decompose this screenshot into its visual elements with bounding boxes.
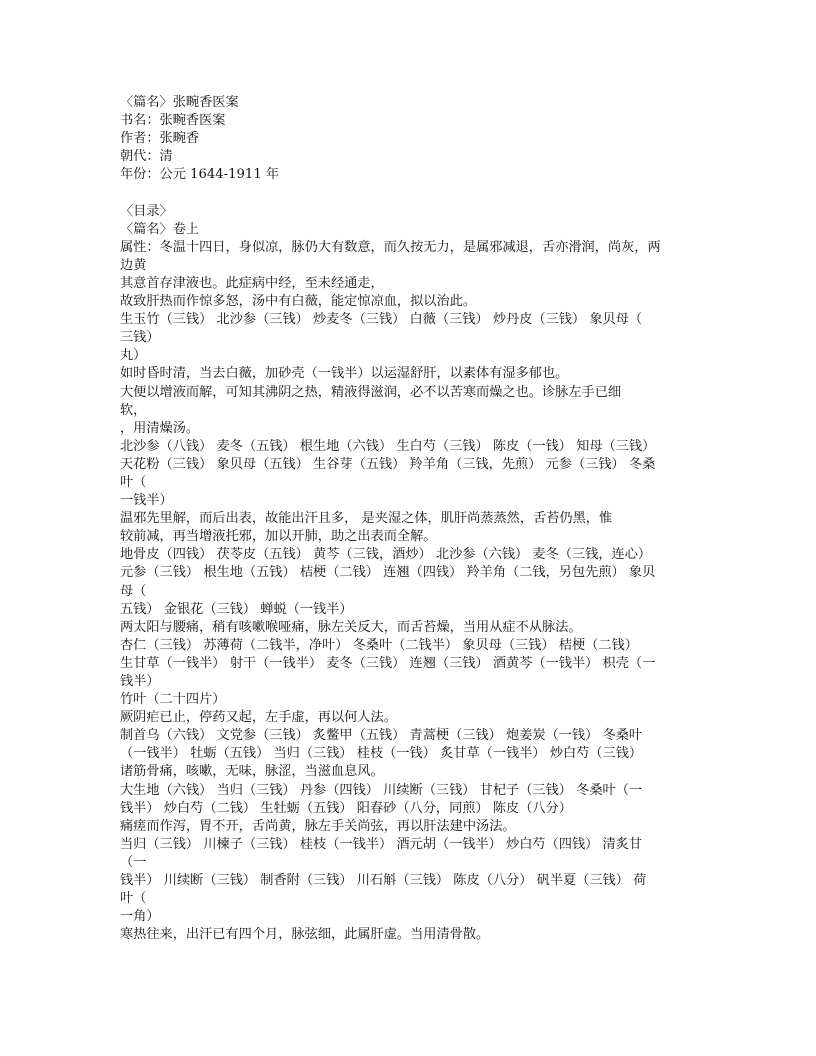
text-line: 软， — [120, 402, 147, 418]
text-line: 诸筋骨痛，咳嗽，无味，脉涩，当滋血息风。 — [120, 764, 384, 780]
year-line: 年份：公元 1644-1911 年 — [120, 167, 280, 183]
text-line: 天花粉（三钱） 象贝母（五钱） 生谷芽（五钱） 羚羊角（三钱，先煎） 元参（三钱） 冬桑 — [120, 456, 656, 472]
text-line: 元参（三钱） 根生地（五钱） 桔梗（二钱） 连翘（四钱） 羚羊角（二钱，另包先煎） 象贝 — [120, 565, 656, 581]
author-line: 作者：张畹香 — [120, 131, 200, 147]
text-line: 丸） — [120, 348, 147, 364]
text-line: 温邪先里解，而后出表，故能出汗且多， 是夹湿之体，肌肝尚蒸蒸然，舌苔仍黑，惟 — [120, 511, 613, 527]
text-line: 三钱） — [120, 330, 160, 346]
text-line: 叶（ — [120, 474, 147, 490]
text-line: 大便以增液而解，可知其沸阴之热，精液得滋润，必不以苦寒而燥之也。诊脉左手已细 — [120, 384, 622, 400]
text-line: 叶（ — [120, 891, 147, 907]
text-line: 痛瘥而作泻，胃不开，舌尚黄，脉左手关尚弦，再以肝法建中汤法。 — [120, 818, 516, 834]
text-line: 寒热往来，出汗已有四个月，脉弦细，此属肝虚。当用清骨散。 — [120, 927, 490, 943]
text-line: 当归（三钱） 川楝子（三钱） 桂枝（一钱半） 酒元胡（一钱半） 炒白芍（四钱） 清炙甘 — [120, 836, 643, 852]
text-line: 钱半） 川续断（三钱） 制香附（三钱） 川石斛（三钱） 陈皮（八分） 矾半夏（三钱） 荷 — [120, 873, 647, 889]
text-line: 两太阳与腰痛，稍有咳嗽喉哑痛，脉左关反大，而舌苔燥，当用从症不从脉法。 — [120, 619, 582, 635]
title-line: 〈篇名〉张畹香医案 — [120, 95, 239, 110]
text-line: 故致肝热而作惊多怒，汤中有白薇，能定惊凉血，拟以治此。 — [120, 294, 477, 310]
text-line: （一 — [120, 854, 147, 870]
text-line: 一钱半） — [120, 493, 173, 509]
text-line: 生甘草（一钱半） 射干（一钱半） 麦冬（三钱） 连翘（三钱） 酒黄芩（一钱半） 枳壳（一 — [120, 655, 656, 671]
text-line: 杏仁（三钱） 苏薄荷（二钱半，净叶） 冬桑叶（二钱半） 象贝母（三钱） 桔梗（二钱） — [120, 637, 638, 653]
text-line: 母（ — [120, 583, 147, 599]
text-line: 钱半） — [120, 674, 160, 689]
text-line: 如时昏时清，当去白薇，加砂壳（一钱半）以运湿舒肝，以素体有湿多郁也。 — [120, 366, 569, 382]
text-line: 制首乌（六钱） 文党参（三钱） 炙鳖甲（五钱） 青蒿梗（三钱） 炮姜炭（一钱） 冬桑叶 — [120, 728, 643, 744]
spacer — [120, 184, 704, 202]
text-line: 大生地（六钱） 当归（三钱） 丹参（四钱） 川续断（三钱） 甘杞子（三钱） 冬桑叶（一 — [120, 782, 643, 798]
book-name-line: 书名：张畹香医案 — [120, 113, 226, 129]
text-line: （一钱半） 牡蛎（五钱） 当归（三钱） 桂枝（一钱） 炙甘草（一钱半） 炒白芍（三钱） — [120, 746, 643, 762]
text-line: 钱半） 炒白芍（二钱） 生牡蛎（五钱） 阳春砂（八分，同煎） 陈皮（八分） — [120, 800, 572, 816]
text-line: 北沙参（八钱） 麦冬（五钱） 根生地（六钱） 生白芍（三钱） 陈皮（一钱） 知母（三钱） — [120, 438, 656, 454]
text-line: 边黄 — [120, 257, 147, 273]
text-line: 〈篇名〉卷上 — [120, 221, 200, 237]
text-line: 〈目录〉 — [120, 203, 173, 219]
dynasty-line: 朝代：清 — [120, 149, 173, 165]
text-line: 一角） — [120, 909, 160, 925]
text-line: 生玉竹（三钱） 北沙参（三钱） 炒麦冬（三钱） 白薇（三钱） 炒丹皮（三钱） 象贝母（ — [120, 312, 643, 328]
text-line: 厥阴疟已止，停药又起，左手虚，再以何人法。 — [120, 710, 397, 726]
document-page — [120, 94, 704, 944]
text-line: 竹叶（二十四片） — [120, 692, 226, 708]
text-line: 五钱） 金银花（三钱） 蝉蜕（一钱半） — [120, 601, 353, 617]
text-line: 地骨皮（四钱） 茯苓皮（五钱） 黄芩（三钱，酒炒） 北沙参（六钱） 麦冬（三钱，连心） — [120, 547, 652, 563]
text-line: ，用清燥汤。 — [120, 420, 200, 436]
text-line: 较前减，再当增液托邪，加以开肺，助之出表而全解。 — [120, 529, 437, 545]
text-line: 属性：冬温十四日，身似凉，脉仍大有数意，而久按无力，是属邪减退，舌亦滑润，尚灰，两 — [120, 239, 661, 255]
text-line: 其意首存津液也。此症病中经，至未经通走， — [120, 275, 384, 291]
